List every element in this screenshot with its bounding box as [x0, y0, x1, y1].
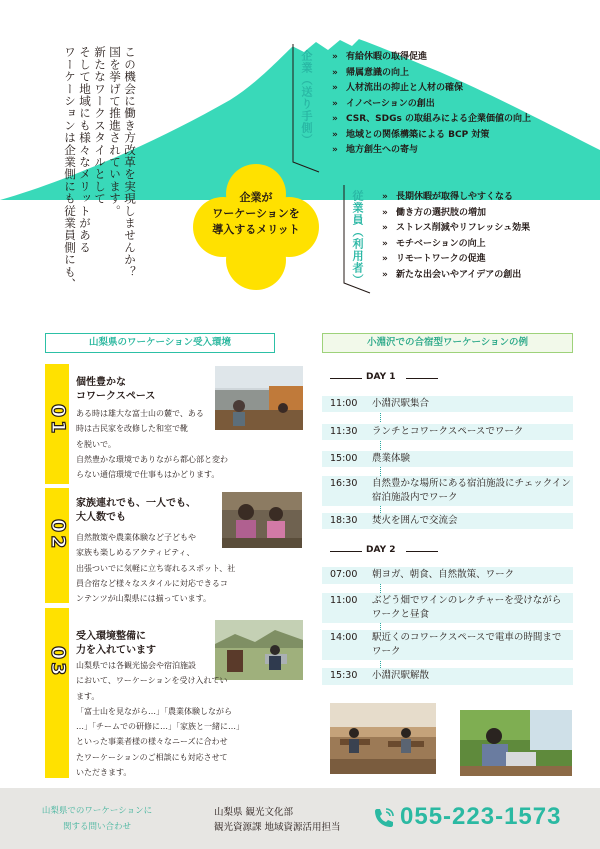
organization: [214, 805, 341, 835]
schedule-time: 11:00: [330, 398, 358, 409]
arrow-icon: »: [332, 52, 338, 62]
merit-title-line: ワーケーションを: [212, 207, 300, 220]
benefit-item: [332, 112, 531, 128]
intro-line: そして地域にも様々なメリットがある: [78, 46, 92, 254]
day-label: DAY 2: [366, 545, 396, 555]
schedule-time: 16:30: [330, 478, 358, 489]
item-body: [76, 658, 291, 780]
schedule-desc-line: 自然豊かな場所にある宿泊施設にチェックイン: [372, 478, 571, 489]
intro-line: 新たなワークスタイルとして: [93, 46, 107, 205]
arrow-icon: »: [382, 254, 388, 264]
phone-icon: [372, 806, 396, 830]
benefit-item: [382, 237, 530, 253]
day-divider: [406, 378, 438, 379]
schedule-desc: [372, 594, 572, 622]
benefit-item: [382, 206, 530, 222]
employee-benefit-list: [382, 190, 530, 283]
schedule-desc-line: 宿泊施設内でワーク: [372, 492, 458, 503]
arrow-icon: »: [332, 83, 338, 93]
item-body-line: 山梨県では各観光協会や宿泊施設: [76, 661, 196, 670]
benefit-text: 人材流出の抑止と人材の確保: [346, 83, 464, 93]
benefit-item: [332, 50, 531, 66]
benefit-item: [382, 268, 530, 284]
schedule-time: 11:00: [330, 595, 358, 606]
benefit-text: 長期休暇が取得しやすくなる: [396, 192, 514, 202]
contact-label-line: 関する問い合わせ: [62, 822, 131, 832]
arrow-icon: »: [382, 238, 388, 249]
right-section-header: 小淵沢での合宿型ワーケーションの例: [322, 333, 573, 353]
merit-title: [186, 190, 326, 238]
item-title-line: 個性豊かな: [76, 377, 126, 388]
schedule-row: [322, 630, 573, 660]
benefit-item: [382, 190, 530, 206]
benefit-item: [332, 81, 531, 97]
benefit-text: リモートワークの促進: [396, 254, 486, 264]
company-label: 企業（送り手側）: [300, 50, 313, 146]
schedule-time: 15:00: [330, 453, 358, 464]
arrow-icon: »: [332, 67, 338, 78]
item-body-line: いただきます。: [76, 768, 132, 778]
item-body: [76, 406, 291, 482]
schedule-desc: ランチとコワークスペースでワーク: [372, 426, 524, 437]
arrow-icon: »: [382, 269, 388, 280]
item-title-line: 家族連れでも、一人でも、: [76, 498, 196, 509]
benefit-text: 有給休暇の取得促進: [346, 52, 428, 62]
benefit-text: 地方創生への寄与: [346, 145, 419, 155]
schedule-row: [322, 567, 573, 584]
schedule-desc-line: ワークと昼食: [372, 609, 430, 620]
phone-number[interactable]: 055-223-1573: [400, 803, 562, 830]
contact-label: [32, 803, 162, 835]
contact-label-line: 山梨県でのワーケーションに: [41, 806, 153, 816]
item-number: 01: [47, 403, 69, 437]
arrow-icon: »: [332, 98, 338, 109]
item-title: [76, 497, 226, 525]
laptop-work-photo: [460, 710, 572, 776]
benefit-text: ストレス削減やリフレッシュ効果: [396, 223, 531, 233]
benefit-text: モチベーションの向上: [396, 238, 486, 249]
schedule-time: 11:30: [330, 426, 358, 437]
arrow-icon: »: [382, 192, 388, 202]
item-body-line: ます。: [76, 691, 100, 701]
schedule-desc-line: ワーク: [372, 646, 401, 657]
day-label: DAY 1: [366, 372, 396, 382]
item-body-line: を脱いで。: [76, 439, 116, 449]
schedule-row: [322, 513, 573, 529]
item-title: [76, 376, 216, 404]
item-body-line: 時は古民家を改修した和室で靴: [76, 424, 188, 434]
item-body-line: ある時は雄大な富士山の麓で、ある: [76, 409, 204, 418]
intro-text: [62, 46, 137, 296]
cafe-photo: [330, 703, 436, 774]
item-body-line: たワーケーションのご相談にも対応させて: [76, 752, 228, 762]
benefit-item: [382, 221, 530, 237]
item-title-line: 大人数でも: [76, 512, 126, 523]
benefit-item: [332, 143, 531, 159]
schedule-time: 15:30: [330, 670, 358, 681]
item-title-line: コワークスペース: [76, 391, 156, 402]
left-section-header: 山梨県のワーケーション受入環境: [45, 333, 275, 353]
schedule-desc-line: ぶどう畑でワインのレクチャーを受けながら: [372, 595, 562, 606]
item-body-line: 「富士山を見ながら…」「農業体験しながら: [76, 706, 232, 716]
day-divider: [330, 551, 362, 552]
benefit-text: イノベーションの創出: [346, 98, 435, 109]
item-body-line: 員合宿など様々なスタイルに対応できるコ: [76, 578, 228, 588]
schedule-row: [322, 396, 573, 412]
benefit-item: [332, 66, 531, 82]
schedule-row: [322, 668, 573, 685]
schedule-desc-line: 駅近くのコワークスペースで電車の時間まで: [372, 632, 562, 643]
day-divider: [406, 551, 438, 552]
item-body-line: といった事業者様の様々なニーズに合わせ: [76, 737, 228, 747]
item-number: 03: [47, 645, 69, 679]
schedule-desc: 小淵沢駅解散: [372, 670, 430, 681]
timeline-connector: [380, 466, 381, 476]
timeline-connector: [380, 583, 381, 593]
item-body-line: において、ワーケーションを受け入れてい: [76, 676, 228, 686]
item-body-line: 自然豊かな環境でありながら都心部と変わ: [76, 454, 228, 464]
item-body-line: ンテンツが山梨県には揃っています。: [76, 594, 211, 604]
schedule-time: 18:30: [330, 515, 358, 526]
item-body-line: 自然散策や農業体験など子どもや: [76, 533, 196, 542]
schedule-desc: 焚火を囲んで交流会: [372, 515, 458, 526]
intro-line: 国を挙げて推進されています。: [108, 46, 122, 217]
schedule-time: 14:00: [330, 632, 358, 643]
item-body: [76, 530, 291, 606]
schedule-desc: 朝ヨガ、朝食、自然散策、ワーク: [372, 569, 515, 580]
benefit-text: 新たな出会いやアイデアの創出: [396, 269, 522, 280]
schedule-row: [322, 593, 573, 623]
timeline-connector: [380, 659, 381, 668]
arrow-icon: »: [382, 223, 388, 233]
benefit-text: 地域との関係構築による BCP 対策: [346, 129, 490, 140]
intro-line: この機会に働き方改革を実現しませんか？: [123, 46, 137, 278]
benefit-item: [332, 97, 531, 113]
organization-line: 観光資源課 地域資源活用担当: [214, 822, 341, 833]
benefit-item: [382, 252, 530, 268]
company-benefit-list: [332, 50, 531, 159]
benefit-item: [332, 128, 531, 144]
item-title-line: 力を入れています: [76, 645, 156, 656]
benefit-text: 帰属意識の向上: [346, 67, 410, 78]
item-number: 02: [47, 518, 69, 552]
item-body-line: …」「チームでの研修に…」「家族と一緒に…」: [76, 722, 244, 732]
organization-line: 山梨県 観光文化部: [214, 807, 294, 818]
item-title: [76, 630, 216, 658]
item-body-line: 出張ついでに気軽に立ち寄れるスポット、社: [76, 563, 236, 573]
schedule-desc: 小淵沢駅集合: [372, 398, 430, 409]
schedule-desc: 農業体験: [372, 453, 411, 464]
benefit-text: 働き方の選択肢の増加: [396, 207, 487, 218]
arrow-icon: »: [332, 129, 338, 140]
timeline-connector: [380, 622, 381, 630]
schedule-row: [322, 451, 573, 467]
arrow-icon: »: [332, 145, 338, 155]
employee-label: 従業員（利用者）: [351, 190, 364, 286]
schedule-time: 07:00: [330, 569, 358, 580]
intro-line: ワーケーションは企業側にも従業員側にも、: [63, 46, 77, 290]
item-title-line: 受入環境整備に: [76, 631, 146, 642]
item-body-line: 家族も楽しめるアクティビティ、: [76, 548, 195, 558]
merit-title-line: 導入するメリット: [212, 223, 300, 236]
arrow-icon: »: [332, 114, 338, 124]
merit-title-line: 企業が: [239, 191, 273, 204]
day-divider: [330, 378, 362, 379]
arrow-icon: »: [382, 207, 388, 218]
item-body-line: らない通信環境で仕事もはかどります。: [76, 470, 220, 480]
benefit-text: CSR、SDGs の取組みによる企業価値の向上: [346, 114, 532, 124]
schedule-desc: [372, 631, 572, 659]
schedule-row: [322, 476, 573, 506]
schedule-desc: [372, 477, 572, 505]
schedule-row: [322, 424, 573, 440]
